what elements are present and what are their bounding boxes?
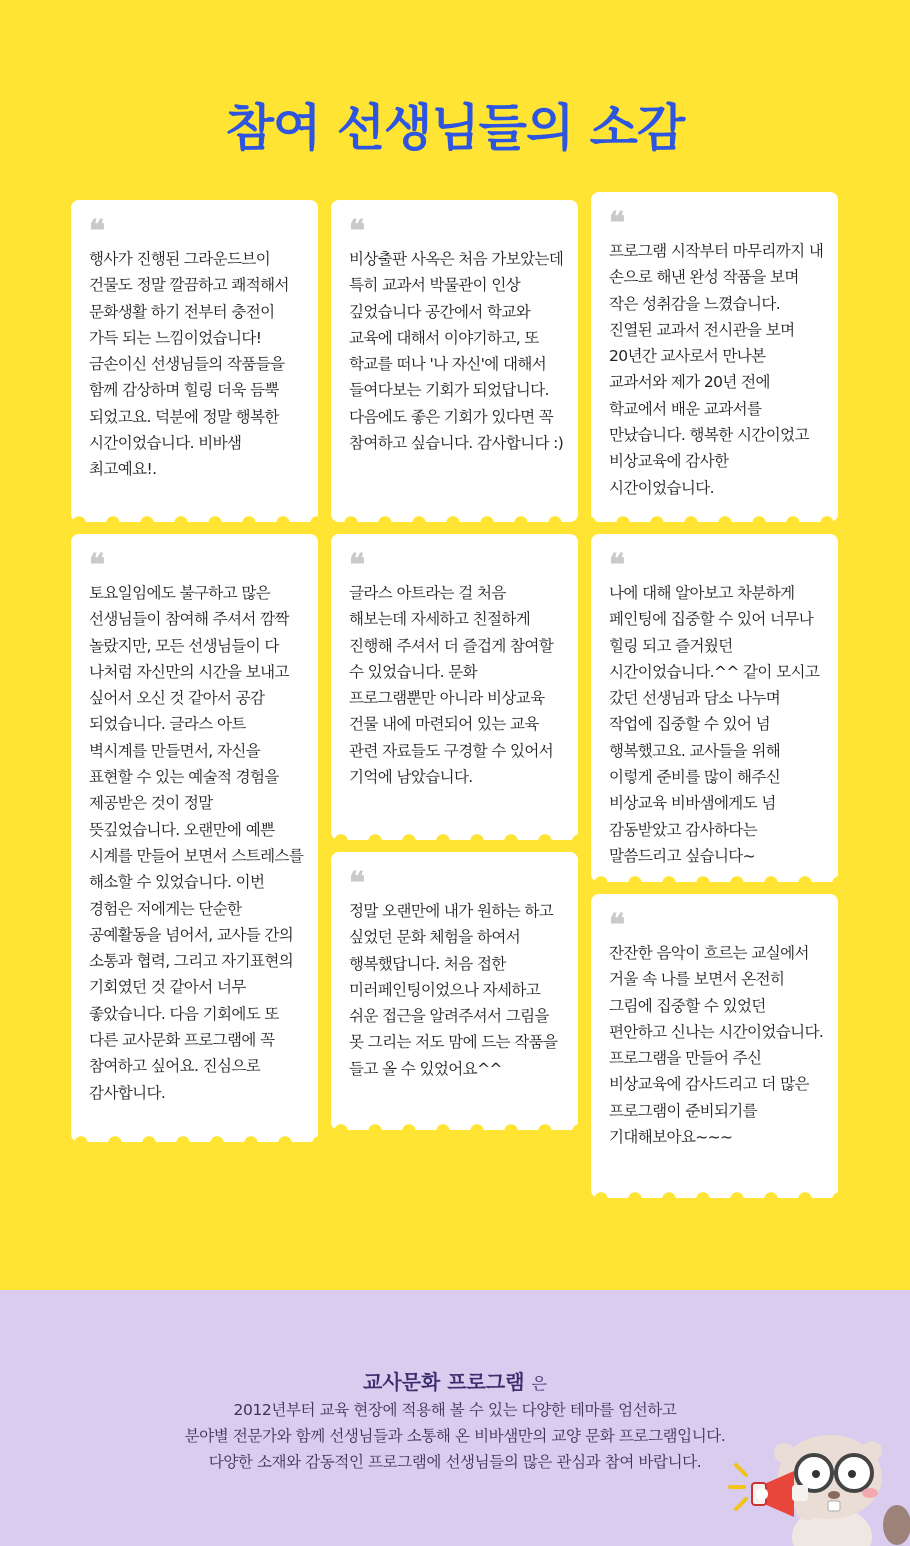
quote-icon: ❝ bbox=[609, 908, 624, 943]
perforation bbox=[0, 1136, 58, 1150]
perforation bbox=[324, 1124, 584, 1138]
review-card bbox=[591, 894, 838, 1198]
perforation bbox=[584, 1192, 844, 1206]
footer-title-text: 교사문화 프로그램 bbox=[363, 1370, 525, 1394]
beaver-megaphone-icon bbox=[722, 1425, 910, 1546]
quote-icon: ❝ bbox=[349, 214, 364, 249]
review-text: 정말 오랜만에 내가 원하는 하고 싶었던 문화 체험을 하여서 행복했답니다. 처음 접한 미러페인팅이었으나 자세하고 쉬운 접근을 알려주셔서 그림을 못 그리는 저도 맘에 드는 작품을 들고 올 수 있었어요^^ bbox=[349, 902, 558, 1078]
quote-icon: ❝ bbox=[609, 206, 624, 241]
perforation bbox=[584, 876, 844, 890]
footer-line: 2012년부터 교육 현장에 적용해 볼 수 있는 다양한 테마를 엄선하고 bbox=[233, 1401, 677, 1419]
perforation bbox=[0, 516, 910, 530]
quote-icon: ❝ bbox=[89, 548, 104, 583]
review-card bbox=[331, 200, 578, 522]
footer-line: 분야별 전문가와 함께 선생님들과 소통해 온 비바샘만의 교양 문화 프로그램입니다. bbox=[184, 1427, 726, 1445]
quote-icon: ❝ bbox=[349, 866, 364, 901]
footer-line: 다양한 소재와 감동적인 프로그램에 선생님들의 많은 관심과 참여 바랍니다. bbox=[208, 1453, 702, 1471]
review-text: 잔잔한 음악이 흐르는 교실에서 거울 속 나를 보면서 온전히 그림에 집중할 수 있었던 편안하고 신나는 시간이었습니다. 프로그램을 만들어 주신 비상교육에 감사드리고 더 많은 프로그램이 준비되기를 기대해보아요~~~ bbox=[609, 944, 824, 1147]
review-text: 글라스 아트라는 걸 처음 해보는데 자세하고 친절하게 진행해 주셔서 더 즐겁게 참여할 수 있었습니다. 문화 프로그램뿐만 아니라 비상교육 건물 내에 마련되어 있는 교육 관련 자료들도 구경할 수 있어서 기억에 남았습니다. bbox=[349, 584, 554, 787]
quote-icon: ❝ bbox=[349, 548, 364, 583]
review-card bbox=[71, 534, 318, 1142]
quote-icon: ❝ bbox=[609, 548, 624, 583]
perforation bbox=[324, 834, 584, 848]
review-card bbox=[591, 192, 838, 522]
footer-title bbox=[0, 1366, 910, 1395]
review-card bbox=[331, 534, 578, 840]
review-text: 행사가 진행된 그라운드브이 건물도 정말 깔끔하고 쾌적해서 문화생활 하기 전부터 충전이 가득 되는 느낌이었습니다! 금손이신 선생님들의 작품들을 함께 감상하며 힐링 더욱 듬뿍 되었고요. 덕분에 정말 행복한 시간이었습니다. 비바샘 최고예요!. bbox=[89, 250, 289, 479]
review-card bbox=[591, 534, 838, 882]
review-text: 비상출판 사옥은 처음 가보았는데 특히 교과서 박물관이 인상 깊었습니다 공간에서 학교와 교육에 대해서 이야기하고, 또 학교를 떠나 '나 자신'에 대해서 들여다보는 기회가 되었답니다. 다음에도 좋은 기회가 있다면 꼭 참여하고 싶습니다. 감사합니다 :) bbox=[349, 250, 564, 453]
footer-title-suffix: 은 bbox=[531, 1374, 547, 1393]
review-text: 토요일임에도 불구하고 많은 선생님들이 참여해 주셔서 깜짝 놀랐지만, 모든 선생님들이 다 나처럼 자신만의 시간을 보내고 싶어서 오신 것 같아서 공감 되었습니다. 글라스 아트 벽시계를 만들면서, 자신을 표현할 수 있는 예술적 경험을 제공받은 것이 정말 뜻깊었습니다. 오랜만에 예쁜 시계를 만들어 보면서 스트레스를 해소할 수 있었습니다. 이번 경험은 저에게는 단순한 공예활동을 넘어서, 교사들 간의 소통과 협력, 그리고 자기표현의 기회였던 것 같아서 너무 좋았습니다. 다음 기회에도 또 다른 교사문화 프로그램에 꼭 참여하고 싶어요. 진심으로 감사합니다. bbox=[89, 584, 304, 1102]
page-title: 참여 선생님들의 소감 bbox=[225, 99, 685, 157]
perforation bbox=[64, 1136, 324, 1150]
quote-icon: ❝ bbox=[89, 214, 104, 249]
review-text: 나에 대해 알아보고 차분하게 페인팅에 집중할 수 있어 너무나 힐링 되고 즐거웠던 시간이었습니다.^^ 같이 모시고 갔던 선생님과 담소 나누며 작업에 집중할 수 있어 넘 행복했고요. 교사들을 위해 이렇게 준비를 많이 해주신 비상교육 비바샘에게도 넘 감동받았고 감사하다는 말씀드리고 싶습니다~ bbox=[609, 584, 820, 865]
review-text: 프로그램 시작부터 마무리까지 내 손으로 해낸 완성 작품을 보며 작은 성취감을 느꼈습니다. 진열된 교과서 전시관을 보며 20년간 교사로서 만나본 교과서와 제가 20년 전에 학교에서 배운 교과서를 만났습니다. 행복한 시간이었고 비상교육에 감사한 시간이었습니다. bbox=[609, 242, 824, 497]
review-card bbox=[71, 200, 318, 522]
review-card bbox=[331, 852, 578, 1130]
